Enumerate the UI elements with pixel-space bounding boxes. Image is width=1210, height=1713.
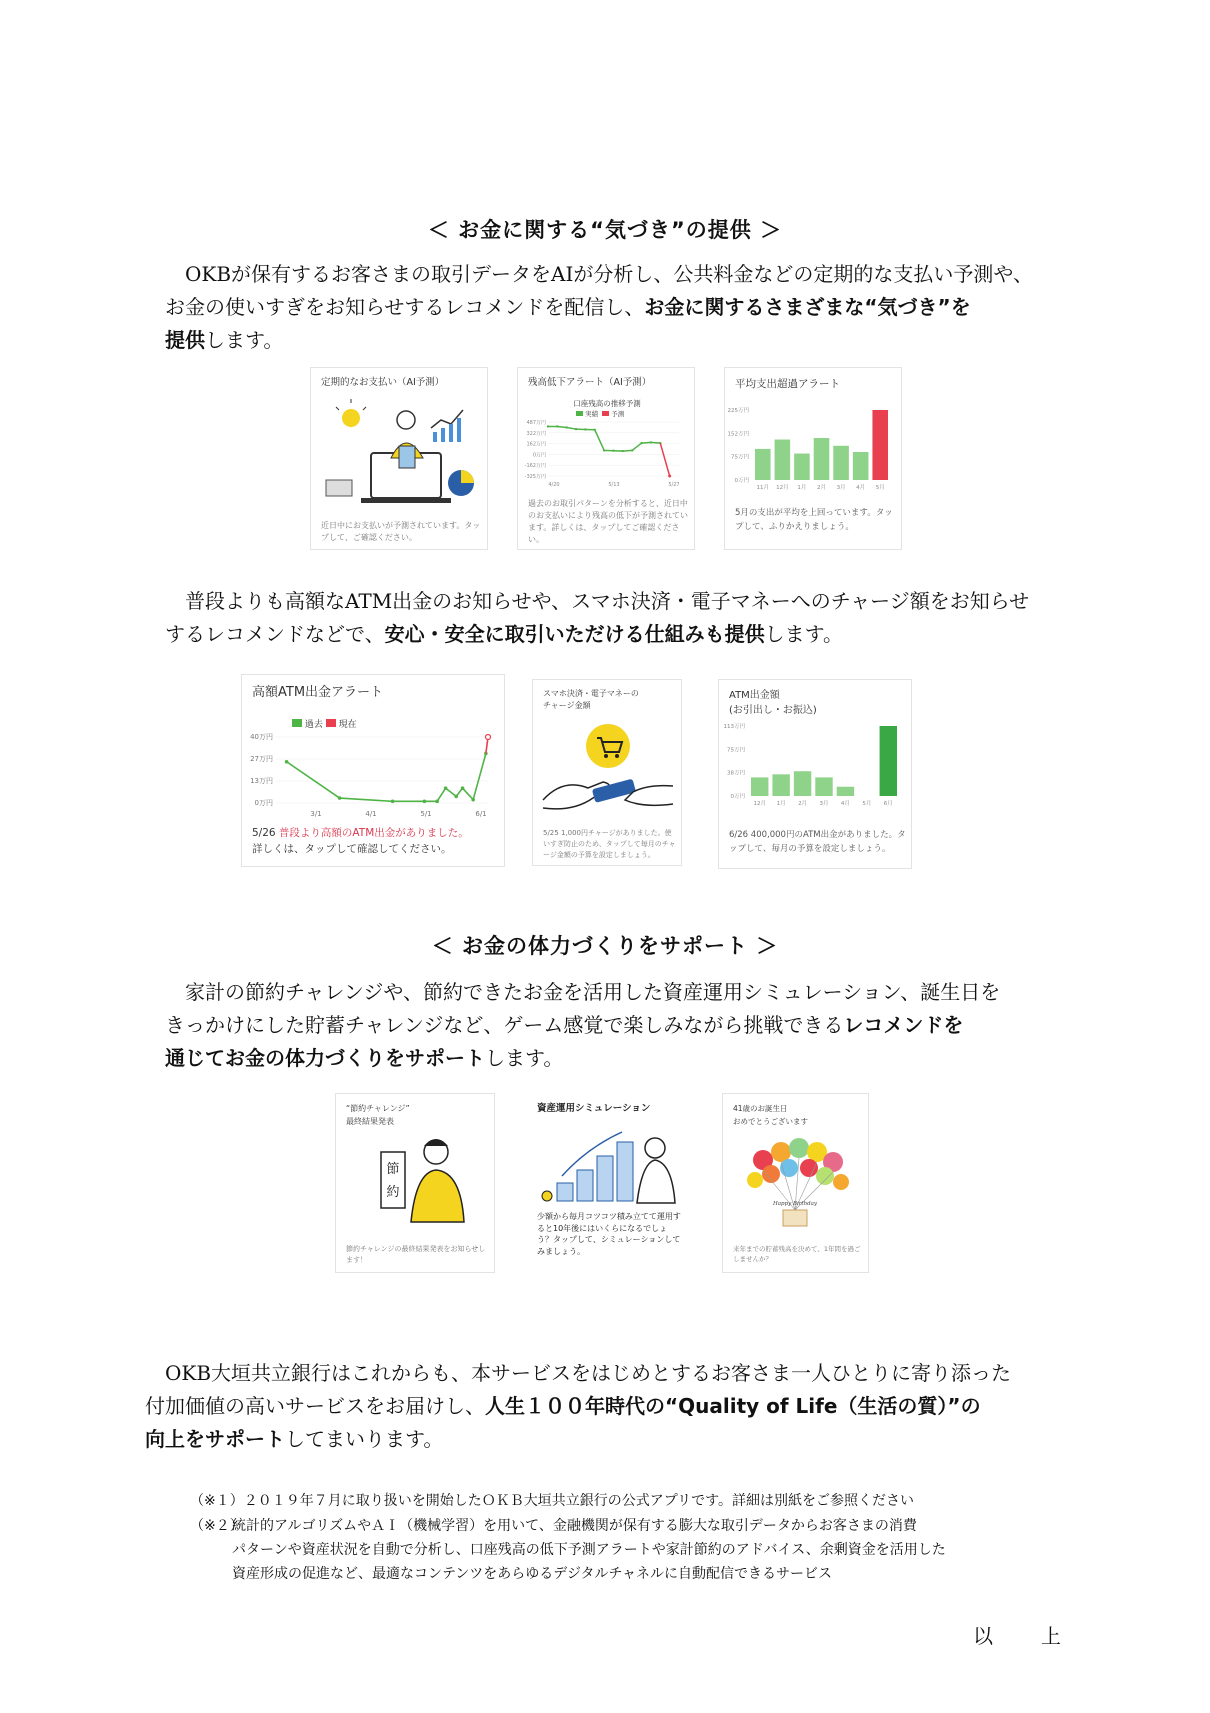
card-title: スマホ決済・電子マネーの チャージ金額 bbox=[543, 689, 639, 710]
card-title: 高額ATM出金アラート bbox=[252, 685, 384, 700]
money-icon bbox=[326, 480, 352, 496]
closing-mark: 以 上 bbox=[973, 1624, 1075, 1648]
x-tick-label: 12月 bbox=[776, 485, 789, 491]
bar-3月 bbox=[833, 446, 849, 480]
data-point bbox=[640, 442, 642, 444]
card-caption: 6/26 400,000円のATM出金がありました。タップして、毎月の予算を設定しましょう。 bbox=[729, 830, 906, 854]
card-caption: 5月の支出が平均を上回っています。タップして、ふりかえりましょう。 bbox=[735, 508, 893, 532]
x-tick-label: 3月 bbox=[836, 485, 846, 491]
y-tick-label: 75万円 bbox=[727, 747, 745, 754]
card-balance-alert[interactable] bbox=[517, 367, 695, 550]
bar-11月 bbox=[755, 449, 771, 480]
x-tick-label: 4/20 bbox=[548, 482, 560, 488]
data-point bbox=[631, 449, 633, 451]
y-tick-label: 0万円 bbox=[730, 794, 745, 800]
bar-4月 bbox=[837, 787, 854, 796]
data-point-now bbox=[486, 735, 491, 740]
data-point bbox=[423, 800, 427, 804]
card-caption: 5/26 普段より高額のATM出金がありました。 詳しくは、タップして確認してください。 bbox=[252, 827, 469, 855]
data-point bbox=[454, 795, 458, 799]
card-high-atm-alert[interactable] bbox=[241, 674, 505, 867]
footnote-2: 統計的アルゴリズムやＡＩ（機械学習）を用いて、金融機関が保有する膨大な取引データからお客さまの消費 パターンや資産状況を自動で分析し、口座残高の低下予測アラートや家計節約のアドバイス、余剰資金を活用した 資産形成の促進など、最適なコンテンツをあらゆるデジタルチャネルに自動配信できるサービス bbox=[232, 1518, 946, 1582]
section-heading-awareness: ＜ お金に関する“気づき”の提供 ＞ bbox=[427, 218, 783, 242]
person-laptop-illustration bbox=[311, 398, 488, 508]
card-charge-amount[interactable] bbox=[532, 679, 682, 866]
bar-4月 bbox=[853, 452, 869, 480]
y-tick-label: 0万円 bbox=[254, 799, 273, 807]
footnote-2-label: （※２） bbox=[190, 1518, 244, 1534]
card-caption: 5/25 1,000円チャージがありました。使いすぎ防止のため、タップして毎月のチャージ金額の予算を設定しましょう。 bbox=[543, 829, 676, 859]
data-point bbox=[444, 786, 448, 790]
card-title: 平均支出超過アラート bbox=[735, 378, 840, 390]
chart-legend: 過去 現在 bbox=[292, 717, 357, 730]
bar-12月 bbox=[775, 440, 791, 480]
data-point bbox=[650, 441, 652, 443]
data-point bbox=[547, 425, 549, 427]
y-tick-label: 75万円 bbox=[731, 454, 749, 461]
x-tick-label: 5/1 bbox=[420, 810, 432, 818]
x-tick-label: 5/27 bbox=[668, 482, 680, 488]
y-tick-label: 113万円 bbox=[723, 724, 745, 730]
data-point bbox=[594, 429, 596, 431]
data-point bbox=[391, 800, 395, 804]
cake-icon bbox=[783, 1210, 807, 1226]
data-point bbox=[461, 786, 465, 790]
x-tick-label: 4月 bbox=[856, 485, 866, 491]
x-tick-label: 1月 bbox=[797, 485, 807, 491]
card-caption: 節約チャレンジの最終結果発表をお知らせします！ bbox=[346, 1245, 486, 1264]
svg-text:約: 約 bbox=[386, 1185, 400, 1200]
bar-6月 bbox=[880, 726, 897, 796]
data-point bbox=[584, 428, 586, 430]
average-spending-bar-chart bbox=[725, 408, 895, 500]
data-point bbox=[435, 800, 439, 804]
paragraph-closing: OKB大垣共立銀行はこれからも、本サービスをはじめとするお客さま一人ひとりに寄り添った 付加価値の高いサービスをお届けし、人生１００年時代の“Quality of Life（生活の質）”の 向上をサポートしてまいります。 bbox=[145, 1361, 1012, 1451]
x-tick-label: 3/1 bbox=[310, 810, 322, 818]
card-saving-challenge[interactable] bbox=[335, 1093, 495, 1273]
bar-1月 bbox=[794, 454, 810, 480]
data-point bbox=[338, 796, 342, 800]
svg-text:Happy Birthday: Happy Birthday bbox=[772, 1201, 818, 1207]
data-point bbox=[575, 428, 577, 430]
paragraph-awareness: OKBが保有するお客さまの取引データをAIが分析し、公共料金などの定期的な支払い予測や、 お金の使いすぎをお知らせするレコメンドを配信し、お金に関するさまざまな“気づき”を 提供します。 bbox=[165, 262, 1033, 352]
svg-text:節: 節 bbox=[386, 1162, 400, 1177]
x-tick-label: 12月 bbox=[753, 801, 766, 807]
data-point-forecast bbox=[668, 475, 671, 478]
card-average-spending-alert[interactable] bbox=[724, 367, 902, 550]
card-title: 資産運用シミュレーション bbox=[537, 1103, 651, 1114]
paragraph-security: 普段よりも高額なATM出金のお知らせや、スマホ決済・電子マネーへのチャージ額をお知らせ するレコメンドなどで、安心・安全に取引いただける仕組みも提供します。 bbox=[165, 589, 1030, 646]
y-tick-label: 27万円 bbox=[250, 755, 273, 763]
coin-icon bbox=[542, 1191, 552, 1201]
x-tick-label: 6月 bbox=[883, 801, 893, 807]
card-title: 41歳のお誕生日 おめでとうございます bbox=[733, 1104, 808, 1126]
data-point bbox=[471, 798, 475, 802]
y-tick-label: 322万円 bbox=[526, 430, 546, 437]
footnote-1: （※１）２０１９年７月に取り扱いを開始したＯＫＢ大垣共立銀行の公式アプリです。詳細は別紙をご参照ください bbox=[190, 1493, 915, 1509]
chart-legend: 実績 予測 bbox=[576, 409, 624, 418]
growing-coins-illustration bbox=[527, 1118, 686, 1208]
y-tick-label: 13万円 bbox=[250, 777, 273, 785]
card-caption: 少額から毎月コツコツ積み立てて運用すると10年後にはいくらになるでしょう？タップして、シミュレーションしてみましょう。 bbox=[537, 1212, 681, 1256]
y-tick-label: 487万円 bbox=[526, 420, 546, 426]
atm-line-chart bbox=[248, 731, 498, 821]
x-tick-label: 4月 bbox=[840, 801, 850, 807]
data-point bbox=[285, 760, 289, 764]
card-birthday[interactable] bbox=[722, 1093, 869, 1273]
y-tick-label: -162万円 bbox=[524, 463, 546, 470]
card-asset-simulation[interactable] bbox=[526, 1093, 686, 1273]
x-tick-label: 4/1 bbox=[365, 810, 377, 818]
bar-1月 bbox=[772, 774, 789, 796]
card-caption: 近日中にお支払いが予測されています。タップして、ご確認ください。 bbox=[321, 521, 481, 542]
x-tick-label: 2月 bbox=[817, 485, 826, 491]
card-title: ATM出金額 (お引出し・お振込) bbox=[729, 690, 817, 716]
card-title: 定期的なお支払い（AI予測） bbox=[321, 377, 445, 388]
paragraph-financial-fitness: 家計の節約チャレンジや、節約できたお金を活用した資産運用シミュレーション、誕生日を きっかけにした貯蓄チャレンジなど、ゲーム感覚で楽しみながら挑戦できるレコメンドを 通じてお金の体力づくりをサポートします。 bbox=[165, 980, 1001, 1070]
lightbulb-icon bbox=[342, 409, 360, 427]
y-tick-label: 225万円 bbox=[727, 408, 749, 414]
saving-person-illustration bbox=[336, 1132, 495, 1232]
series-line-actual bbox=[548, 426, 660, 451]
card-regular-payment[interactable] bbox=[310, 367, 488, 550]
circle-badge bbox=[586, 724, 630, 768]
x-tick-label: 2月 bbox=[798, 801, 808, 807]
card-caption: 過去のお取引パターンを分析すると、近日中のお支払いにより残高の低下が予測されています。詳しくは、タップしてご確認ください。 bbox=[528, 499, 688, 544]
x-tick-label: 11月 bbox=[756, 485, 770, 491]
y-tick-label: 0万円 bbox=[532, 452, 546, 459]
y-tick-label: 38万円 bbox=[727, 770, 745, 777]
x-tick-label: 5月 bbox=[862, 801, 872, 807]
atm-amount-bar-chart bbox=[719, 724, 904, 819]
y-tick-label: 152万円 bbox=[727, 431, 749, 438]
series-line-forecast bbox=[660, 443, 669, 476]
x-tick-label: 5/13 bbox=[608, 482, 620, 488]
y-tick-label: -325万円 bbox=[524, 474, 546, 480]
y-tick-label: 40万円 bbox=[250, 733, 273, 741]
data-point bbox=[612, 450, 614, 452]
section-heading-financial-fitness: ＜ お金の体力づくりをサポート ＞ bbox=[431, 934, 779, 958]
balloons-illustration bbox=[723, 1130, 869, 1240]
card-title: 残高低下アラート（AI予測） bbox=[528, 377, 652, 388]
series-line-past bbox=[287, 754, 486, 802]
data-point bbox=[622, 450, 624, 452]
bar-5月 bbox=[872, 410, 888, 480]
chart-title: 口座残高の推移予測 bbox=[573, 399, 641, 408]
bar-2月 bbox=[814, 438, 830, 480]
bar-12月 bbox=[751, 777, 768, 796]
y-tick-label: 162万円 bbox=[526, 441, 546, 448]
card-atm-amount[interactable] bbox=[718, 679, 912, 869]
data-point bbox=[556, 425, 558, 427]
x-tick-label: 5月 bbox=[875, 485, 885, 491]
x-tick-label: 1月 bbox=[776, 801, 786, 807]
bar-2月 bbox=[794, 771, 811, 796]
balance-line-chart bbox=[524, 420, 684, 490]
smartphone-charge-illustration bbox=[533, 718, 682, 818]
data-point bbox=[603, 449, 605, 451]
x-tick-label: 6/1 bbox=[475, 810, 487, 818]
x-tick-label: 3月 bbox=[819, 801, 829, 807]
data-point bbox=[566, 426, 568, 428]
card-caption: 来年までの貯蓄残高を決めて、1年間を過ごしませんか？ bbox=[733, 1245, 861, 1263]
bar-3月 bbox=[815, 777, 832, 796]
y-tick-label: 0万円 bbox=[734, 478, 749, 484]
card-title: “節約チャレンジ” 最終結果発表 bbox=[346, 1104, 410, 1126]
